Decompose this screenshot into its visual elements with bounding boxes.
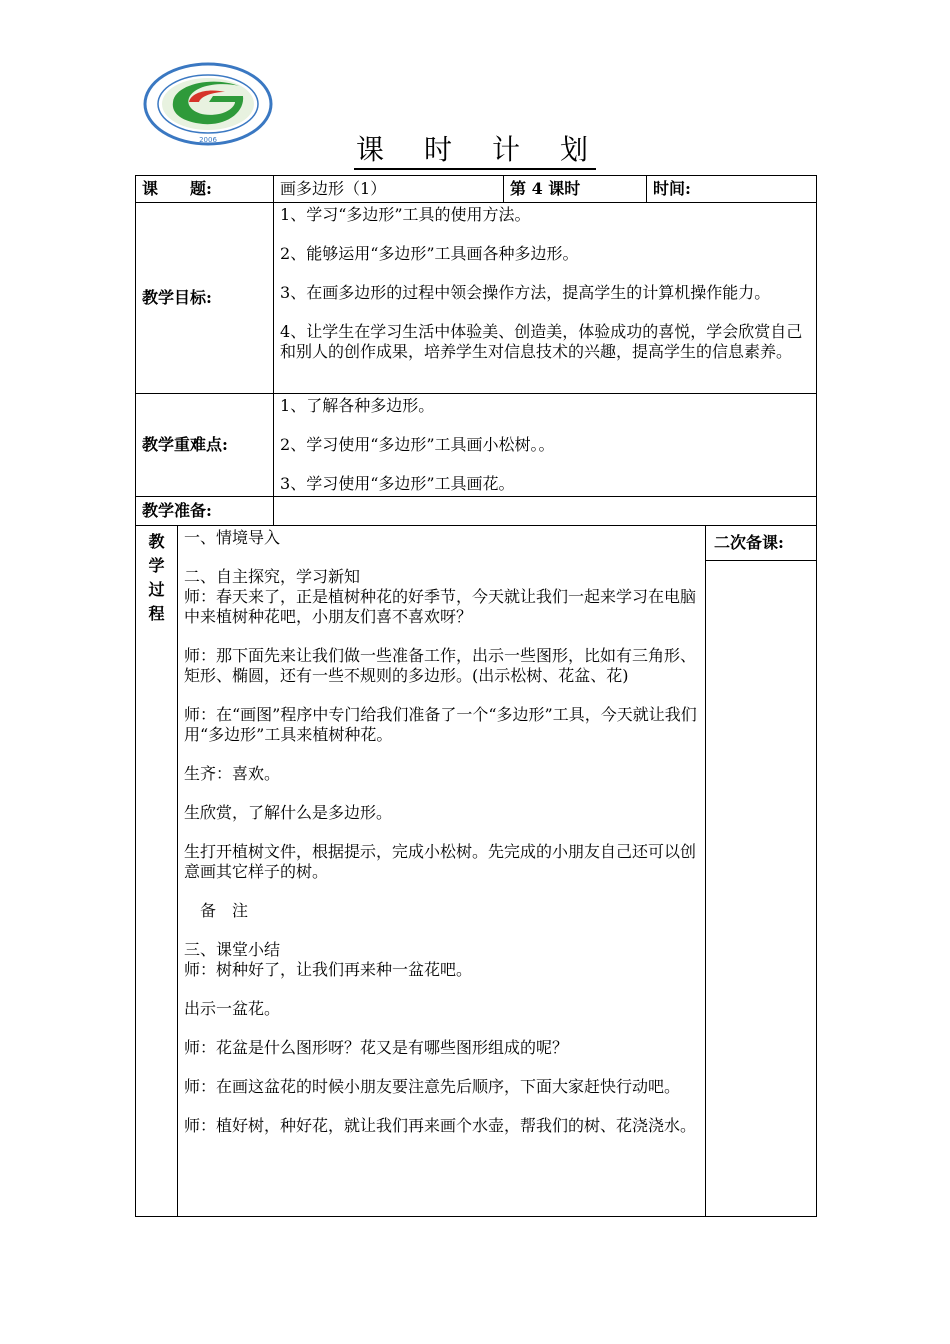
topic-value: 画多边形（1） bbox=[274, 176, 504, 203]
process-label: 教 学 过 程 bbox=[136, 526, 178, 1217]
process-paragraph: 出示一盆花。 bbox=[184, 999, 281, 1018]
objective-item: 4、让学生在学习生活中体验美、创造美，体验成功的喜悦，学会欣赏自己和别人的创作成果，培养学生对信息技术的兴趣，提高学生的信息素养。 bbox=[280, 322, 803, 361]
objective-item: 1、学习“多边形”工具的使用方法。 bbox=[280, 205, 531, 224]
process-paragraph: 师：树种好了，让我们再来种一盆花吧。 bbox=[184, 960, 473, 979]
second-prep-column bbox=[706, 526, 817, 1217]
process-paragraph: 生齐：喜欢。 bbox=[184, 764, 281, 783]
process-paragraph: 备 注 bbox=[184, 901, 249, 920]
objective-item: 2、能够运用“多边形”工具画各种多边形。 bbox=[280, 244, 579, 263]
process-paragraph: 三、课堂小结 bbox=[184, 940, 281, 959]
process-paragraph: 师：花盆是什么图形呀？花又是有哪些图形组成的呢？ bbox=[184, 1038, 569, 1057]
objectives-label: 教学目标: bbox=[136, 203, 274, 394]
process-paragraph: 二、自主探究，学习新知 bbox=[184, 567, 361, 586]
topic-label: 课 题: bbox=[136, 176, 274, 203]
objective-item: 3、在画多边形的过程中领会操作方法，提高学生的计算机操作能力。 bbox=[280, 283, 771, 302]
process-row bbox=[136, 526, 817, 1217]
key-point-item: 2、学习使用“多边形”工具画小松树。。 bbox=[280, 435, 555, 454]
key-points-label: 教学重难点: bbox=[136, 394, 274, 497]
process-paragraph: 师：春天来了，正是植树种花的好季节，今天就让我们一起来学习在电脑中来植树种花吧，小朋友们喜不喜欢呀？ bbox=[184, 587, 697, 626]
process-content bbox=[178, 526, 706, 1217]
lesson-number: 第 4 课时 bbox=[504, 176, 647, 203]
preparation-label: 教学准备: bbox=[136, 497, 274, 526]
objectives-row bbox=[136, 203, 817, 394]
preparation-row bbox=[136, 497, 817, 526]
process-paragraph: 师：在“画图”程序中专门给我们准备了一个“多边形”工具，今天就让我们用“多边形”工具来植树种花。 bbox=[184, 705, 697, 744]
preparation-value bbox=[274, 497, 817, 526]
key-point-item: 3、学习使用“多边形”工具画花。 bbox=[280, 474, 515, 493]
process-paragraph: 一、情境导入 bbox=[184, 528, 281, 547]
page-title: 课 时 计 划 bbox=[0, 128, 950, 168]
process-paragraph: 生打开植树文件，根据提示，完成小松树。先完成的小朋友自己还可以创意画其它样子的树。 bbox=[184, 842, 697, 881]
process-paragraph: 师：植好树，种好花，就让我们再来画个水壶，帮我们的树、花浇浇水。 bbox=[184, 1116, 697, 1135]
header-row bbox=[136, 176, 817, 203]
key-points-row bbox=[136, 394, 817, 497]
time-label: 时间: bbox=[647, 176, 817, 203]
process-paragraph: 师：那下面先来让我们做一些准备工作，出示一些图形，比如有三角形、矩形、椭圆，还有一些不规则的多边形。(出示松树、花盆、花) bbox=[184, 646, 697, 685]
lesson-plan-table bbox=[135, 175, 817, 1217]
key-point-item: 1、了解各种多边形。 bbox=[280, 396, 435, 415]
process-paragraph: 师：在画这盆花的时候小朋友要注意先后顺序，下面大家赶快行动吧。 bbox=[184, 1077, 681, 1096]
svg-text:2006: 2006 bbox=[199, 136, 217, 144]
second-prep-label: 二次备课: bbox=[706, 526, 816, 561]
process-paragraph: 生欣赏，了解什么是多边形。 bbox=[184, 803, 393, 822]
